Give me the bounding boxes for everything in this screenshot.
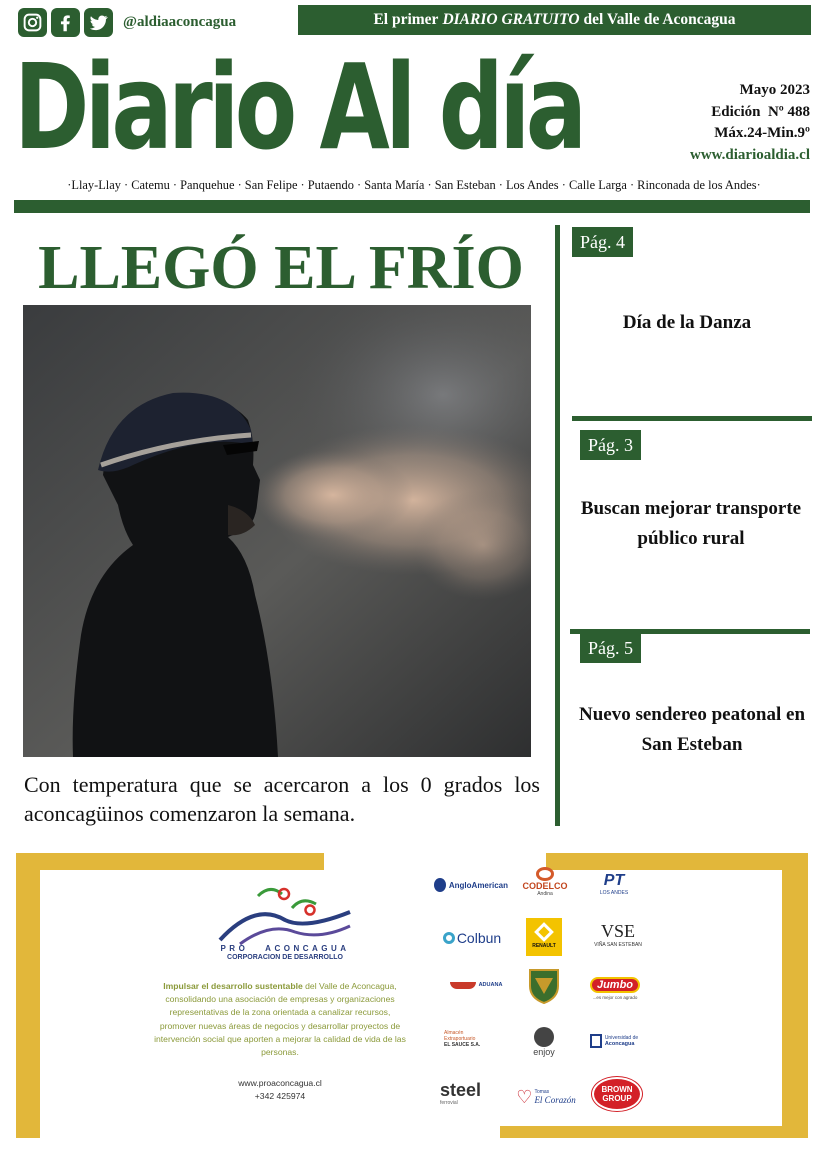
- ad-frame-gap-top: [324, 853, 546, 870]
- sponsor-brown-group: BROWN GROUP: [592, 1076, 642, 1112]
- sponsor-renault: RENAULT: [526, 918, 562, 956]
- edition-info: [690, 80, 810, 166]
- pro-aconcagua-contact: [200, 1077, 360, 1103]
- sponsor-vina-san-esteban: VSE VIÑA SAN ESTEBAN: [594, 920, 642, 948]
- sponsor-el-sauce: Almacén Extraportuario EL SAUCE S.A.: [444, 1030, 481, 1048]
- sponsor-aduana: ADUANA: [440, 976, 512, 994]
- ua-text: Universidad de Aconcagua: [604, 1035, 639, 1047]
- sponsor-codelco: CODELCO Andina: [518, 862, 572, 902]
- page-badge-4: Pág. 4: [572, 227, 633, 257]
- twitter-icon[interactable]: [84, 8, 113, 37]
- main-headline: LLEGÓ EL FRÍO: [38, 234, 524, 302]
- sponsor-el-corazon: [510, 1082, 582, 1112]
- side-story-danza[interactable]: Día de la Danza: [622, 312, 752, 333]
- page-badge-5: Pág. 5: [580, 633, 641, 663]
- aduana-wing-icon: [450, 982, 476, 989]
- shield-crest-icon: [527, 968, 561, 1004]
- sponsor-angloamerican: AngloAmerican: [434, 874, 508, 896]
- colbun-icon: [443, 932, 455, 944]
- social-bar: [18, 6, 236, 38]
- pro-website[interactable]: www.proaconcagua.cl: [238, 1078, 322, 1088]
- social-handle[interactable]: @aldiaaconcagua: [123, 13, 237, 30]
- page-badge-3: Pág. 3: [580, 430, 641, 460]
- tagline-emphasis: DIARIO GRATUITO: [442, 11, 580, 28]
- heart-icon: ♡: [516, 1086, 533, 1107]
- weather-range: Máx.24-Min.9º: [714, 125, 810, 141]
- column-divider: [555, 225, 560, 826]
- ua-shield-icon: [590, 1034, 602, 1048]
- instagram-icon[interactable]: [18, 8, 47, 37]
- sponsor-colbun: Colbun: [438, 926, 506, 950]
- side-divider-1: [572, 416, 812, 421]
- header-divider: [14, 200, 810, 213]
- sponsor-shield-crest: [526, 968, 562, 1004]
- cold-weather-photo: [23, 305, 531, 757]
- edition-number: Edición Nº 488: [711, 103, 810, 120]
- side-story-sendero[interactable]: Nuevo sendereo peatonal en San Esteban: [578, 704, 806, 755]
- mission-text: del Valle de Aconcagua, consolidando una asociación de empresas y organizaciones representativas de la zona orientada a canalizar recursos, promover nuevas áreas de negocios y desarrollar proyectos de intervención social que aporten a mejorar la calidad de vida de las personas.: [154, 981, 406, 1058]
- pro-phone: +342 425974: [254, 1091, 306, 1101]
- tagline-post: del Valle de Aconcagua: [583, 11, 736, 28]
- tagline-pre: El primer: [373, 11, 439, 28]
- sponsor-enjoy: enjoy: [524, 1016, 564, 1068]
- main-caption: Con temperatura que se acercaron a los 0 grados los aconcagüinos comenzaron la semana.: [24, 772, 540, 826]
- facebook-icon[interactable]: [51, 8, 80, 37]
- codelco-icon: [536, 867, 554, 881]
- sponsor-universidad-aconcagua: [584, 1030, 644, 1052]
- towns-list: ·Llay-Llay · Catemu · Panquehue · San Felipe · Putaendo · Santa María · San Esteban · Los Andes · Calle Larga · Rinconada de los Andes·: [67, 178, 761, 192]
- anglo-icon: [434, 878, 446, 892]
- enjoy-icon: [534, 1027, 554, 1047]
- sponsor-steel: steel ferrovial: [440, 1080, 482, 1106]
- side-story-transporte[interactable]: Buscan mejorar transporte público rural: [580, 498, 802, 549]
- pro-aconcagua-mission: [152, 980, 408, 1059]
- masthead-title: Diario Al día: [14, 38, 583, 176]
- mission-bold: Impulsar el desarrollo sustentable: [163, 981, 303, 991]
- renault-diamond-icon: [534, 922, 554, 942]
- ad-frame-gap-bottom: [40, 1126, 500, 1138]
- sponsor-pt-los-andes: PT LOS ANDES: [599, 872, 629, 896]
- edition-date: Mayo 2023: [739, 82, 810, 98]
- pro-aconcagua-name: PRO ACONCAGUA CORPORACION DE DESARROLLO: [220, 944, 350, 961]
- corazon-text: Tomas El Corazón: [534, 1089, 576, 1105]
- website-link[interactable]: www.diarioaldia.cl: [689, 146, 810, 163]
- tagline-banner: [298, 5, 811, 35]
- sponsor-jumbo: Jumbo ...es mejor con agrado: [590, 972, 640, 1004]
